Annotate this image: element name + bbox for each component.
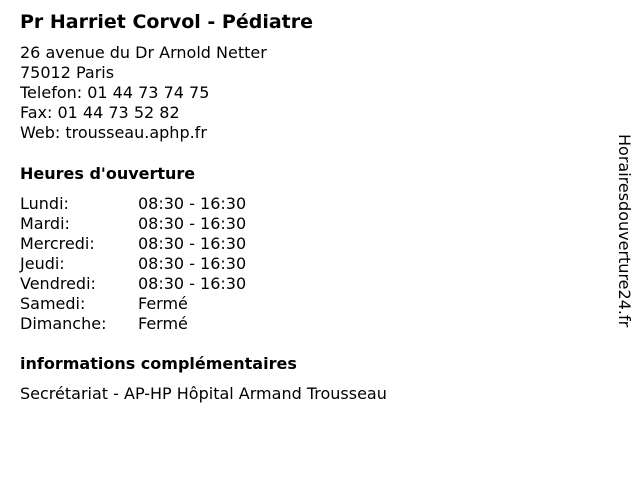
day-label: Vendredi: xyxy=(20,274,96,293)
city: 75012 Paris xyxy=(20,63,115,82)
day-label: Samedi: xyxy=(20,294,86,313)
hours-row-mercredi xyxy=(20,234,320,254)
day-label: Mercredi: xyxy=(20,234,95,253)
day-label: Jeudi: xyxy=(20,254,65,273)
hours-row-samedi xyxy=(20,294,320,314)
fax-number: Fax: 01 44 73 52 82 xyxy=(20,103,180,122)
hours-row-jeudi xyxy=(20,254,320,274)
address-block xyxy=(20,43,267,143)
day-hours: Fermé xyxy=(138,294,188,313)
additional-info-text: Secrétariat - AP-HP Hôpital Armand Trousseau xyxy=(20,384,387,403)
day-hours: 08:30 - 16:30 xyxy=(138,194,247,213)
hours-row-dimanche xyxy=(20,314,320,334)
website: Web: trousseau.aphp.fr xyxy=(20,123,207,142)
day-hours: 08:30 - 16:30 xyxy=(138,274,247,293)
day-hours: 08:30 - 16:30 xyxy=(138,234,247,253)
opening-hours-table xyxy=(20,194,320,334)
phone-number: Telefon: 01 44 73 74 75 xyxy=(20,83,210,102)
site-watermark: Horairesdouverture24.fr xyxy=(615,134,634,328)
additional-info-heading: informations complémentaires xyxy=(20,354,297,373)
day-hours: 08:30 - 16:30 xyxy=(138,254,247,273)
hours-row-lundi xyxy=(20,194,320,214)
page-title: Pr Harriet Corvol - Pédiatre xyxy=(20,11,313,33)
hours-row-mardi xyxy=(20,214,320,234)
day-label: Mardi: xyxy=(20,214,70,233)
day-hours: 08:30 - 16:30 xyxy=(138,214,247,233)
opening-hours-heading: Heures d'ouverture xyxy=(20,164,196,183)
day-label: Lundi: xyxy=(20,194,69,213)
day-hours: Fermé xyxy=(138,314,188,333)
hours-row-vendredi xyxy=(20,274,320,294)
street-address: 26 avenue du Dr Arnold Netter xyxy=(20,43,267,62)
day-label: Dimanche: xyxy=(20,314,107,333)
